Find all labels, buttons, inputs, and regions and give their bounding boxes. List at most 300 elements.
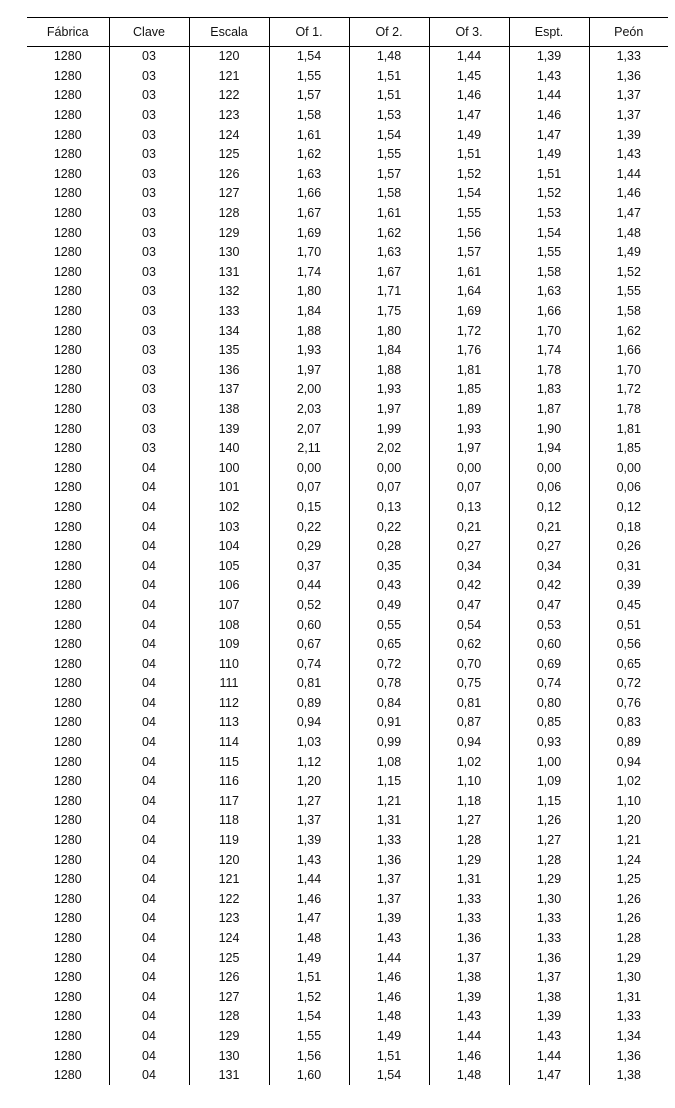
cell-escala: 135 — [189, 341, 269, 361]
cell-escala: 107 — [189, 596, 269, 616]
cell-escala: 108 — [189, 615, 269, 635]
cell-peon: 1,34 — [589, 1027, 668, 1047]
table-row — [27, 517, 668, 537]
cell-of3: 0,13 — [429, 498, 509, 518]
cell-of1: 1,67 — [269, 204, 349, 224]
cell-escala: 129 — [189, 223, 269, 243]
cell-of3: 1,45 — [429, 67, 509, 87]
cell-of1: 0,44 — [269, 576, 349, 596]
cell-of2: 2,02 — [349, 439, 429, 459]
cell-of3: 1,47 — [429, 106, 509, 126]
cell-of2: 1,53 — [349, 106, 429, 126]
cell-of1: 1,62 — [269, 145, 349, 165]
cell-escala: 127 — [189, 988, 269, 1008]
cell-of3: 1,72 — [429, 321, 509, 341]
table-row — [27, 125, 668, 145]
cell-of3: 1,43 — [429, 1007, 509, 1027]
cell-of2: 1,88 — [349, 361, 429, 381]
cell-espt: 1,26 — [509, 811, 589, 831]
cell-peon: 1,46 — [589, 184, 668, 204]
cell-of1: 1,55 — [269, 67, 349, 87]
cell-of3: 1,38 — [429, 968, 509, 988]
cell-clave: 04 — [109, 988, 189, 1008]
cell-espt: 0,60 — [509, 635, 589, 655]
cell-clave: 04 — [109, 596, 189, 616]
cell-clave: 03 — [109, 106, 189, 126]
cell-of1: 1,66 — [269, 184, 349, 204]
cell-peon: 0,18 — [589, 517, 668, 537]
cell-fabrica: 1280 — [53, 597, 82, 612]
cell-espt: 1,39 — [509, 47, 589, 67]
cell-of2: 0,13 — [349, 498, 429, 518]
cell-espt: 1,36 — [509, 948, 589, 968]
cell-of3: 1,28 — [429, 831, 509, 851]
cell-peon: 1,24 — [589, 850, 668, 870]
cell-espt: 0,00 — [509, 458, 589, 478]
cell-of1: 1,54 — [269, 47, 349, 67]
table-row — [27, 635, 668, 655]
cell-peon: 1,33 — [589, 1007, 668, 1027]
cell-of1: 1,49 — [269, 948, 349, 968]
cell-of2: 1,71 — [349, 282, 429, 302]
cell-of2: 1,33 — [349, 831, 429, 851]
cell-escala: 117 — [189, 792, 269, 812]
table-row — [27, 713, 668, 733]
cell-fabrica: 1280 — [53, 695, 82, 710]
cell-clave: 03 — [109, 165, 189, 185]
table-row — [27, 67, 668, 87]
cell-of3: 1,31 — [429, 870, 509, 890]
cell-of3: 1,36 — [429, 929, 509, 949]
cell-peon: 1,26 — [589, 909, 668, 929]
cell-of1: 0,00 — [269, 458, 349, 478]
cell-espt: 0,80 — [509, 694, 589, 714]
table-row — [27, 537, 668, 557]
cell-escala: 103 — [189, 517, 269, 537]
cell-clave: 04 — [109, 654, 189, 674]
cell-of3: 1,44 — [429, 47, 509, 67]
cell-escala: 114 — [189, 733, 269, 753]
cell-of1: 1,56 — [269, 1046, 349, 1066]
table-row — [27, 243, 668, 263]
cell-fabrica: 1280 — [53, 480, 82, 495]
table-row — [27, 909, 668, 929]
cell-of2: 1,99 — [349, 419, 429, 439]
cell-of2: 1,97 — [349, 400, 429, 420]
cell-peon: 1,55 — [589, 282, 668, 302]
cell-clave: 04 — [109, 752, 189, 772]
cell-of2: 1,58 — [349, 184, 429, 204]
cell-espt: 1,28 — [509, 850, 589, 870]
cell-clave: 03 — [109, 204, 189, 224]
cell-of2: 1,54 — [349, 125, 429, 145]
cell-fabrica: 1280 — [53, 735, 82, 750]
cell-of2: 1,57 — [349, 165, 429, 185]
cell-clave: 03 — [109, 282, 189, 302]
cell-of2: 1,54 — [349, 1066, 429, 1086]
cell-espt: 1,30 — [509, 890, 589, 910]
cell-peon: 1,33 — [589, 47, 668, 67]
cell-of2: 1,31 — [349, 811, 429, 831]
cell-of3: 1,76 — [429, 341, 509, 361]
cell-peon: 1,30 — [589, 968, 668, 988]
cell-of3: 0,42 — [429, 576, 509, 596]
cell-espt: 0,27 — [509, 537, 589, 557]
cell-of3: 1,46 — [429, 1046, 509, 1066]
cell-escala: 105 — [189, 556, 269, 576]
cell-of3: 1,10 — [429, 772, 509, 792]
cell-fabrica: 1280 — [53, 421, 82, 436]
cell-clave: 03 — [109, 361, 189, 381]
cell-of3: 1,18 — [429, 792, 509, 812]
cell-of3: 1,93 — [429, 419, 509, 439]
table-row — [27, 439, 668, 459]
cell-peon: 0,56 — [589, 635, 668, 655]
cell-of2: 1,15 — [349, 772, 429, 792]
table-row — [27, 615, 668, 635]
cell-of3: 1,48 — [429, 1066, 509, 1086]
cell-peon: 1,37 — [589, 86, 668, 106]
cell-fabrica: 1280 — [53, 264, 82, 279]
cell-clave: 04 — [109, 792, 189, 812]
cell-of1: 1,55 — [269, 1027, 349, 1047]
cell-of1: 2,03 — [269, 400, 349, 420]
cell-clave: 03 — [109, 341, 189, 361]
cell-espt: 0,06 — [509, 478, 589, 498]
cell-of3: 1,02 — [429, 752, 509, 772]
cell-fabrica: 1280 — [53, 245, 82, 260]
cell-of1: 2,00 — [269, 380, 349, 400]
cell-peon: 0,06 — [589, 478, 668, 498]
cell-of3: 1,69 — [429, 302, 509, 322]
cell-of1: 1,57 — [269, 86, 349, 106]
header-escala: Escala — [189, 18, 269, 47]
table-row — [27, 831, 668, 851]
cell-of1: 1,48 — [269, 929, 349, 949]
cell-fabrica: 1280 — [53, 1028, 82, 1043]
cell-peon: 1,21 — [589, 831, 668, 851]
cell-of1: 1,88 — [269, 321, 349, 341]
cell-of1: 0,07 — [269, 478, 349, 498]
cell-clave: 04 — [109, 674, 189, 694]
cell-peon: 1,62 — [589, 321, 668, 341]
cell-clave: 04 — [109, 733, 189, 753]
cell-espt: 1,70 — [509, 321, 589, 341]
cell-peon: 1,36 — [589, 1046, 668, 1066]
cell-escala: 119 — [189, 831, 269, 851]
cell-clave: 04 — [109, 811, 189, 831]
cell-fabrica: 1280 — [53, 558, 82, 573]
cell-espt: 1,78 — [509, 361, 589, 381]
table-row — [27, 733, 668, 753]
cell-of3: 1,61 — [429, 263, 509, 283]
header-clave: Clave — [109, 18, 189, 47]
cell-clave: 04 — [109, 772, 189, 792]
table-row — [27, 145, 668, 165]
cell-espt: 0,74 — [509, 674, 589, 694]
cell-clave: 04 — [109, 615, 189, 635]
cell-peon: 1,66 — [589, 341, 668, 361]
table-row — [27, 890, 668, 910]
cell-of2: 0,22 — [349, 517, 429, 537]
table-row — [27, 419, 668, 439]
cell-of1: 1,12 — [269, 752, 349, 772]
cell-peon: 0,12 — [589, 498, 668, 518]
cell-peon: 1,02 — [589, 772, 668, 792]
cell-of3: 0,27 — [429, 537, 509, 557]
table-row — [27, 361, 668, 381]
cell-fabrica: 1280 — [53, 539, 82, 554]
cell-espt: 1,54 — [509, 223, 589, 243]
cell-of1: 1,47 — [269, 909, 349, 929]
cell-escala: 106 — [189, 576, 269, 596]
cell-of1: 1,39 — [269, 831, 349, 851]
cell-clave: 04 — [109, 948, 189, 968]
cell-of3: 0,47 — [429, 596, 509, 616]
cell-of1: 0,15 — [269, 498, 349, 518]
cell-fabrica: 1280 — [53, 304, 82, 319]
cell-clave: 03 — [109, 145, 189, 165]
cell-fabrica: 1280 — [53, 108, 82, 123]
cell-escala: 128 — [189, 204, 269, 224]
cell-of3: 0,07 — [429, 478, 509, 498]
cell-fabrica: 1280 — [53, 970, 82, 985]
table-row — [27, 811, 668, 831]
cell-of3: 1,85 — [429, 380, 509, 400]
cell-fabrica: 1280 — [53, 166, 82, 181]
cell-of1: 0,94 — [269, 713, 349, 733]
table-row — [27, 165, 668, 185]
cell-clave: 03 — [109, 263, 189, 283]
cell-of1: 1,69 — [269, 223, 349, 243]
cell-fabrica: 1280 — [53, 852, 82, 867]
cell-of2: 0,65 — [349, 635, 429, 655]
cell-fabrica: 1280 — [53, 872, 82, 887]
cell-of1: 1,20 — [269, 772, 349, 792]
cell-peon: 1,29 — [589, 948, 668, 968]
cell-of3: 0,70 — [429, 654, 509, 674]
table-body — [27, 47, 668, 1086]
cell-espt: 1,51 — [509, 165, 589, 185]
cell-of1: 2,07 — [269, 419, 349, 439]
cell-espt: 1,58 — [509, 263, 589, 283]
table-row — [27, 184, 668, 204]
cell-escala: 122 — [189, 86, 269, 106]
table-row — [27, 948, 668, 968]
cell-fabrica: 1280 — [53, 362, 82, 377]
cell-escala: 122 — [189, 890, 269, 910]
cell-of2: 0,28 — [349, 537, 429, 557]
cell-clave: 03 — [109, 439, 189, 459]
cell-fabrica: 1280 — [53, 49, 82, 64]
cell-escala: 134 — [189, 321, 269, 341]
cell-of2: 0,55 — [349, 615, 429, 635]
header-fabrica: Fábrica — [27, 18, 109, 47]
table-row — [27, 870, 668, 890]
cell-escala: 126 — [189, 968, 269, 988]
cell-of1: 1,37 — [269, 811, 349, 831]
cell-espt: 1,49 — [509, 145, 589, 165]
cell-fabrica: 1280 — [53, 186, 82, 201]
cell-escala: 137 — [189, 380, 269, 400]
cell-of1: 1,70 — [269, 243, 349, 263]
cell-espt: 1,09 — [509, 772, 589, 792]
cell-of2: 1,61 — [349, 204, 429, 224]
cell-peon: 1,58 — [589, 302, 668, 322]
cell-of1: 1,44 — [269, 870, 349, 890]
cell-clave: 04 — [109, 517, 189, 537]
cell-of1: 1,74 — [269, 263, 349, 283]
cell-fabrica: 1280 — [53, 911, 82, 926]
cell-espt: 1,39 — [509, 1007, 589, 1027]
cell-peon: 0,89 — [589, 733, 668, 753]
cell-of3: 1,52 — [429, 165, 509, 185]
table-row — [27, 47, 668, 67]
cell-of3: 1,97 — [429, 439, 509, 459]
cell-clave: 04 — [109, 850, 189, 870]
cell-clave: 04 — [109, 968, 189, 988]
table-row — [27, 1066, 668, 1086]
table-row — [27, 968, 668, 988]
cell-of2: 1,84 — [349, 341, 429, 361]
cell-of3: 1,33 — [429, 909, 509, 929]
cell-espt: 1,90 — [509, 419, 589, 439]
table-row — [27, 929, 668, 949]
cell-fabrica: 1280 — [53, 284, 82, 299]
cell-of1: 1,03 — [269, 733, 349, 753]
cell-of2: 1,51 — [349, 86, 429, 106]
cell-espt: 0,12 — [509, 498, 589, 518]
cell-clave: 04 — [109, 713, 189, 733]
cell-of1: 1,51 — [269, 968, 349, 988]
cell-of2: 1,43 — [349, 929, 429, 949]
cell-of3: 1,37 — [429, 948, 509, 968]
cell-fabrica: 1280 — [53, 1068, 82, 1083]
cell-of3: 1,39 — [429, 988, 509, 1008]
cell-of1: 1,60 — [269, 1066, 349, 1086]
cell-espt: 1,33 — [509, 909, 589, 929]
cell-escala: 133 — [189, 302, 269, 322]
cell-of1: 1,84 — [269, 302, 349, 322]
cell-clave: 04 — [109, 478, 189, 498]
cell-espt: 1,74 — [509, 341, 589, 361]
cell-espt: 1,38 — [509, 988, 589, 1008]
cell-fabrica: 1280 — [53, 813, 82, 828]
cell-of1: 1,52 — [269, 988, 349, 1008]
header-row — [27, 18, 668, 47]
cell-of3: 1,89 — [429, 400, 509, 420]
cell-clave: 04 — [109, 576, 189, 596]
cell-of2: 1,36 — [349, 850, 429, 870]
cell-of1: 0,74 — [269, 654, 349, 674]
cell-of3: 0,62 — [429, 635, 509, 655]
cell-of1: 1,43 — [269, 850, 349, 870]
cell-of3: 1,29 — [429, 850, 509, 870]
cell-peon: 1,28 — [589, 929, 668, 949]
cell-clave: 04 — [109, 537, 189, 557]
cell-fabrica: 1280 — [53, 950, 82, 965]
cell-fabrica: 1280 — [53, 774, 82, 789]
cell-fabrica: 1280 — [53, 499, 82, 514]
header-peon: Peón — [589, 18, 668, 47]
cell-escala: 124 — [189, 125, 269, 145]
cell-of3: 0,81 — [429, 694, 509, 714]
cell-escala: 121 — [189, 67, 269, 87]
cell-of1: 1,46 — [269, 890, 349, 910]
cell-peon: 0,72 — [589, 674, 668, 694]
cell-escala: 132 — [189, 282, 269, 302]
cell-of3: 0,75 — [429, 674, 509, 694]
cell-of3: 1,33 — [429, 890, 509, 910]
cell-espt: 1,53 — [509, 204, 589, 224]
cell-clave: 03 — [109, 184, 189, 204]
cell-of3: 1,64 — [429, 282, 509, 302]
cell-peon: 0,45 — [589, 596, 668, 616]
header-espt: Espt. — [509, 18, 589, 47]
cell-clave: 04 — [109, 890, 189, 910]
cell-escala: 127 — [189, 184, 269, 204]
cell-clave: 03 — [109, 47, 189, 67]
cell-of3: 1,56 — [429, 223, 509, 243]
cell-escala: 123 — [189, 909, 269, 929]
cell-of1: 1,58 — [269, 106, 349, 126]
cell-escala: 128 — [189, 1007, 269, 1027]
table-row — [27, 458, 668, 478]
table-row — [27, 282, 668, 302]
cell-of3: 1,81 — [429, 361, 509, 381]
cell-fabrica: 1280 — [53, 127, 82, 142]
table-row — [27, 988, 668, 1008]
cell-peon: 0,51 — [589, 615, 668, 635]
cell-of2: 1,93 — [349, 380, 429, 400]
cell-clave: 03 — [109, 67, 189, 87]
table-row — [27, 772, 668, 792]
cell-escala: 112 — [189, 694, 269, 714]
cell-clave: 03 — [109, 400, 189, 420]
table-row — [27, 341, 668, 361]
cell-fabrica: 1280 — [53, 754, 82, 769]
cell-peon: 1,48 — [589, 223, 668, 243]
cell-of1: 0,81 — [269, 674, 349, 694]
cell-fabrica: 1280 — [53, 656, 82, 671]
cell-of1: 0,52 — [269, 596, 349, 616]
cell-peon: 1,37 — [589, 106, 668, 126]
cell-clave: 04 — [109, 870, 189, 890]
cell-of3: 1,51 — [429, 145, 509, 165]
cell-of2: 1,48 — [349, 47, 429, 67]
cell-escala: 111 — [189, 674, 269, 694]
cell-peon: 1,47 — [589, 204, 668, 224]
cell-of2: 1,39 — [349, 909, 429, 929]
table-row — [27, 106, 668, 126]
cell-peon: 1,44 — [589, 165, 668, 185]
cell-espt: 1,87 — [509, 400, 589, 420]
cell-clave: 04 — [109, 1066, 189, 1086]
cell-of2: 1,48 — [349, 1007, 429, 1027]
table-row — [27, 654, 668, 674]
cell-peon: 1,39 — [589, 125, 668, 145]
cell-of3: 1,46 — [429, 86, 509, 106]
cell-peon: 0,39 — [589, 576, 668, 596]
cell-fabrica: 1280 — [53, 891, 82, 906]
cell-of3: 0,94 — [429, 733, 509, 753]
cell-espt: 0,93 — [509, 733, 589, 753]
cell-clave: 03 — [109, 125, 189, 145]
table-row — [27, 380, 668, 400]
cell-clave: 04 — [109, 1027, 189, 1047]
cell-peon: 1,72 — [589, 380, 668, 400]
cell-of2: 1,08 — [349, 752, 429, 772]
